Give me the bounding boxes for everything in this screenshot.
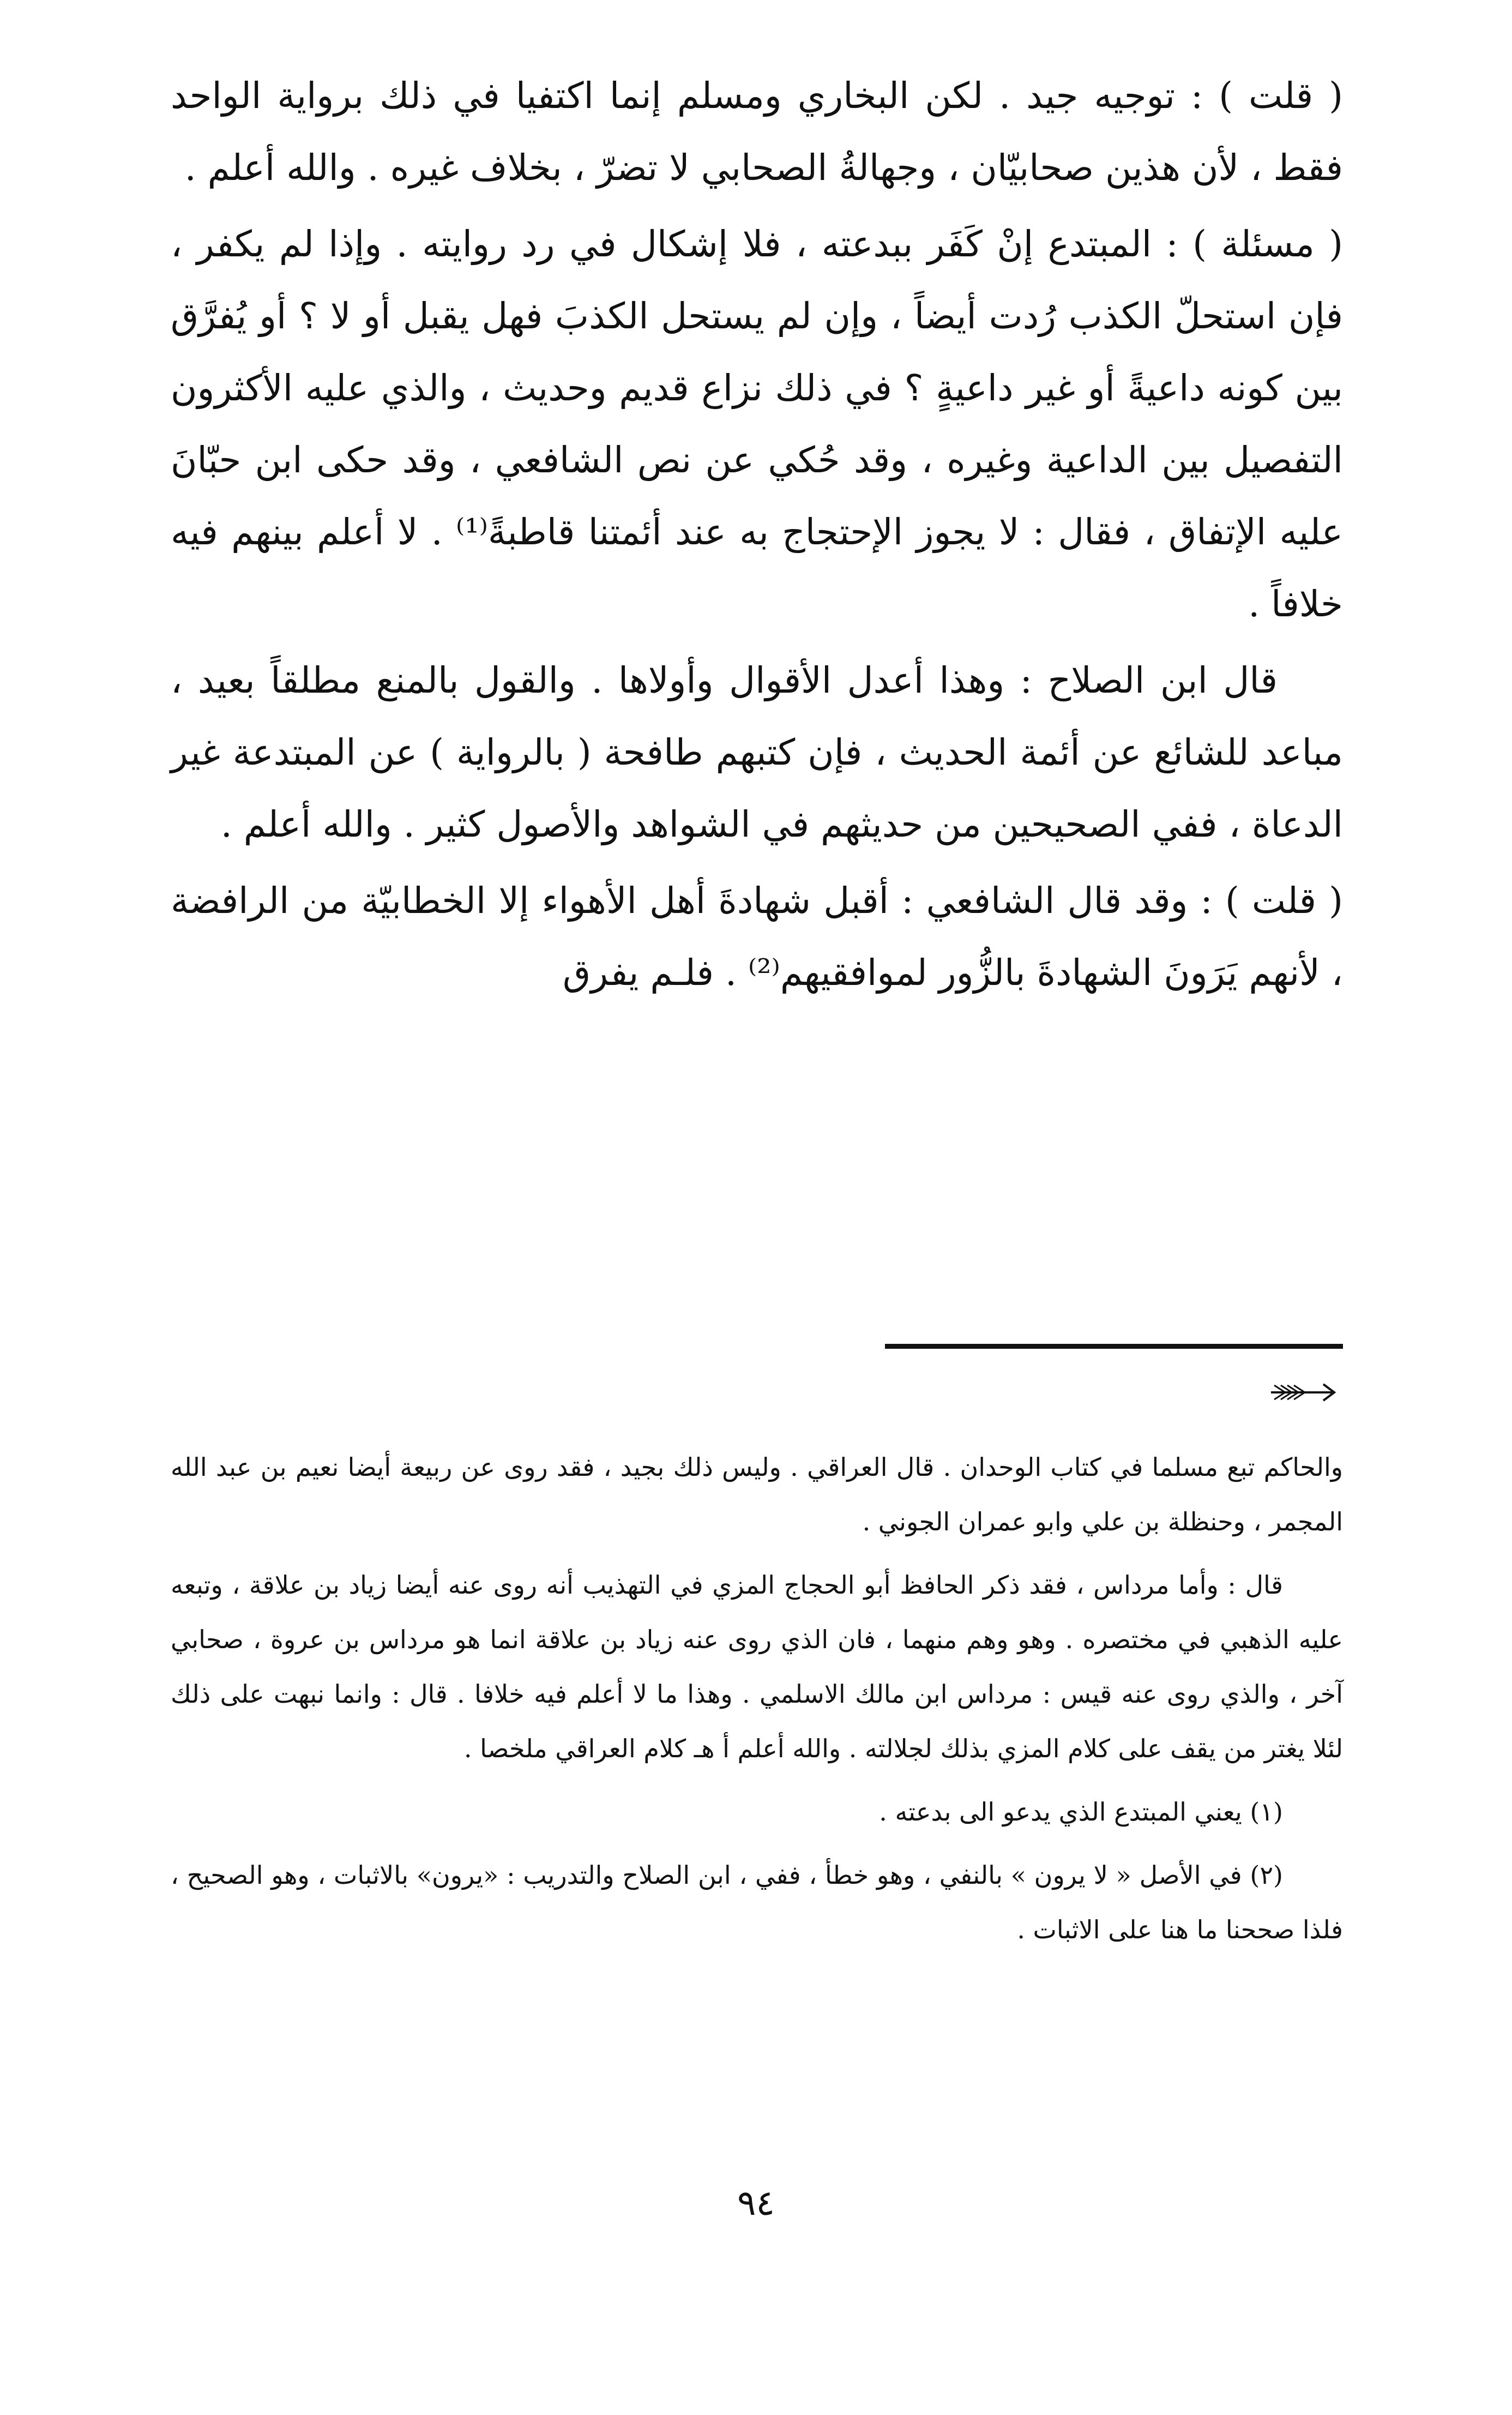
paragraph-4: ( قلت ) : وقد قال الشافعي : أقبل شهادةَ أهل الأهواء إلا الخطابيّة من الرافضة ، لأنهم يَرَونَ الشهادةَ بالزُّور لموافقيهم⁽²⁾ . فلـم يفرق	[171, 880, 1343, 994]
footnote-continuation-2: قال : وأما مرداس ، فقد ذكر الحافظ أبو الحجاج المزي في التهذيب أنه روى عنه أيضا زياد بن علاقة ، وتبعه عليه الذهبي في مختصره . وهو وهم منهما ، فان الذي روى عنه زياد بن علاقة انما هو مرداس بن عروة ، صحابي آخر ، والذي روى عنه قيس : مرداس ابن مالك الاسلمي . وهذا ما لا أعلم فيه خلافا . قال : وانما نبهت على ذلك لئلا يغتر من يقف على كلام المزي بذلك لجلالته . والله أعلم أ هـ كلام العراقي ملخصا .	[171, 1570, 1343, 1763]
continuation-arrow-icon	[1267, 1379, 1343, 1406]
footnote-1: (١) يعني المبتدع الذي يدعو الى بدعته .	[879, 1797, 1283, 1827]
paragraph-3: قال ابن الصلاح : وهذا أعدل الأقوال وأولاها . والقول بالمنع مطلقاً بعيد ، مباعد للشائع عن أئمة الحديث ، فإن كتبهم طافحة ( بالرواية ) عن المبتدعة غير الدعاة ، ففي الصحيحين من حديثهم في الشواهد والأصول كثير . والله أعلم .	[171, 659, 1343, 845]
footnote-separator	[885, 1344, 1343, 1349]
paragraph-2: ( مسئلة ) : المبتدع إنْ كَفَر ببدعته ، فلا إشكال في رد روايته . وإذا لم يكفر ، فإن استحلّ الكذب رُدت أيضاً ، وإن لم يستحل الكذبَ فهل يقبل أو لا ؟ أو يُفرَّق بين كونه داعيةً أو غير داعيةٍ ؟ في ذلك نزاع قديم وحديث ، والذي عليه الأكثرون التفصيل بين الداعية وغيره ، وقد حُكي عن نص الشافعي ، وقد حكى ابن حبّانَ عليه الإتفاق ، فقال : لا يجوز الإحتجاج به عند أئمتنا قاطبةً⁽¹⁾ . لا أعلم بينهم فيه خلافاً .	[171, 223, 1343, 625]
footnotes	[171, 1440, 1343, 1957]
main-text	[171, 60, 1343, 1009]
footnote-continuation-1: والحاكم تبع مسلما في كتاب الوحدان . قال العراقي . وليس ذلك بجيد ، فقد روى عن ربيعة أيضا نعيم بن عبد الله المجمر ، وحنظلة بن علي وابو عمران الجوني .	[171, 1452, 1343, 1536]
footnote-2: (٢) في الأصل « لا يرون » بالنفي ، وهو خطأ ، ففي ، ابن الصلاح والتدريب : «يرون» بالاثبات ، وهو الصحيح ، فلذا صححنا ما هنا على الاثبات .	[171, 1860, 1343, 1944]
paragraph-1: ( قلت ) : توجيه جيد . لكن البخاري ومسلم إنما اكتفيا في ذلك برواية الواحد فقط ، لأن هذين صحابيّان ، وجهالةُ الصحابي لا تضرّ ، بخلاف غيره . والله أعلم .	[171, 75, 1343, 189]
page-number: ٩٤	[737, 2183, 775, 2224]
